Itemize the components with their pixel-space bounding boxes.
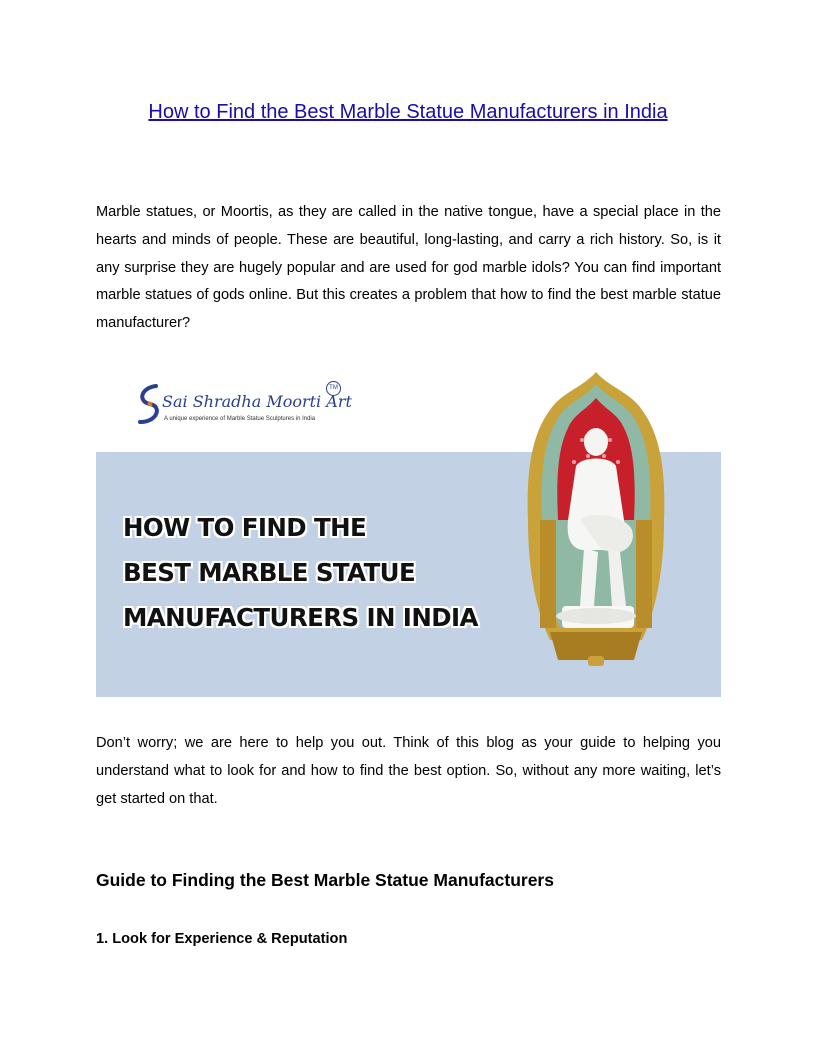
- logo-tagline: A unique experience of Marble Statue Sculptures in India: [164, 416, 316, 422]
- sai-baba-statue-image: [522, 370, 670, 670]
- logo-swirl-icon: [134, 382, 164, 426]
- brand-logo: [134, 380, 374, 428]
- banner-headline: [123, 505, 478, 640]
- headline-line-3: MANUFACTURERS IN INDIA: [123, 603, 478, 632]
- article-banner: [96, 370, 721, 700]
- headline-line-2: BEST MARBLE STATUE: [123, 558, 416, 587]
- logo-name: Sai Shradha Moorti Art: [162, 392, 352, 411]
- subsection-heading: 1. Look for Experience & Reputation: [96, 931, 348, 947]
- section-heading: Guide to Finding the Best Marble Statue Manufacturers: [96, 870, 554, 890]
- trademark-badge: TM: [326, 381, 341, 396]
- headline-line-1: HOW TO FIND THE: [123, 513, 367, 542]
- intro-paragraph: Marble statues, or Moortis, as they are called in the native tongue, have a special place in the hearts and minds of people. These are beautiful, long-lasting, and carry a rich history. So, is it any surprise they are hugely popular and are used for god marble idols? You can find important marble statues of gods online. But this creates a problem that how to find the best marble statue manufacturer?: [96, 204, 721, 332]
- document-title-link[interactable]: How to Find the Best Marble Statue Manufacturers in India: [148, 101, 668, 123]
- followup-paragraph: Don’t worry; we are here to help you out. Think of this blog as your guide to helping you understand what to look for and how to find the best option. So, without any more waiting, let’s get started on that.: [96, 735, 721, 807]
